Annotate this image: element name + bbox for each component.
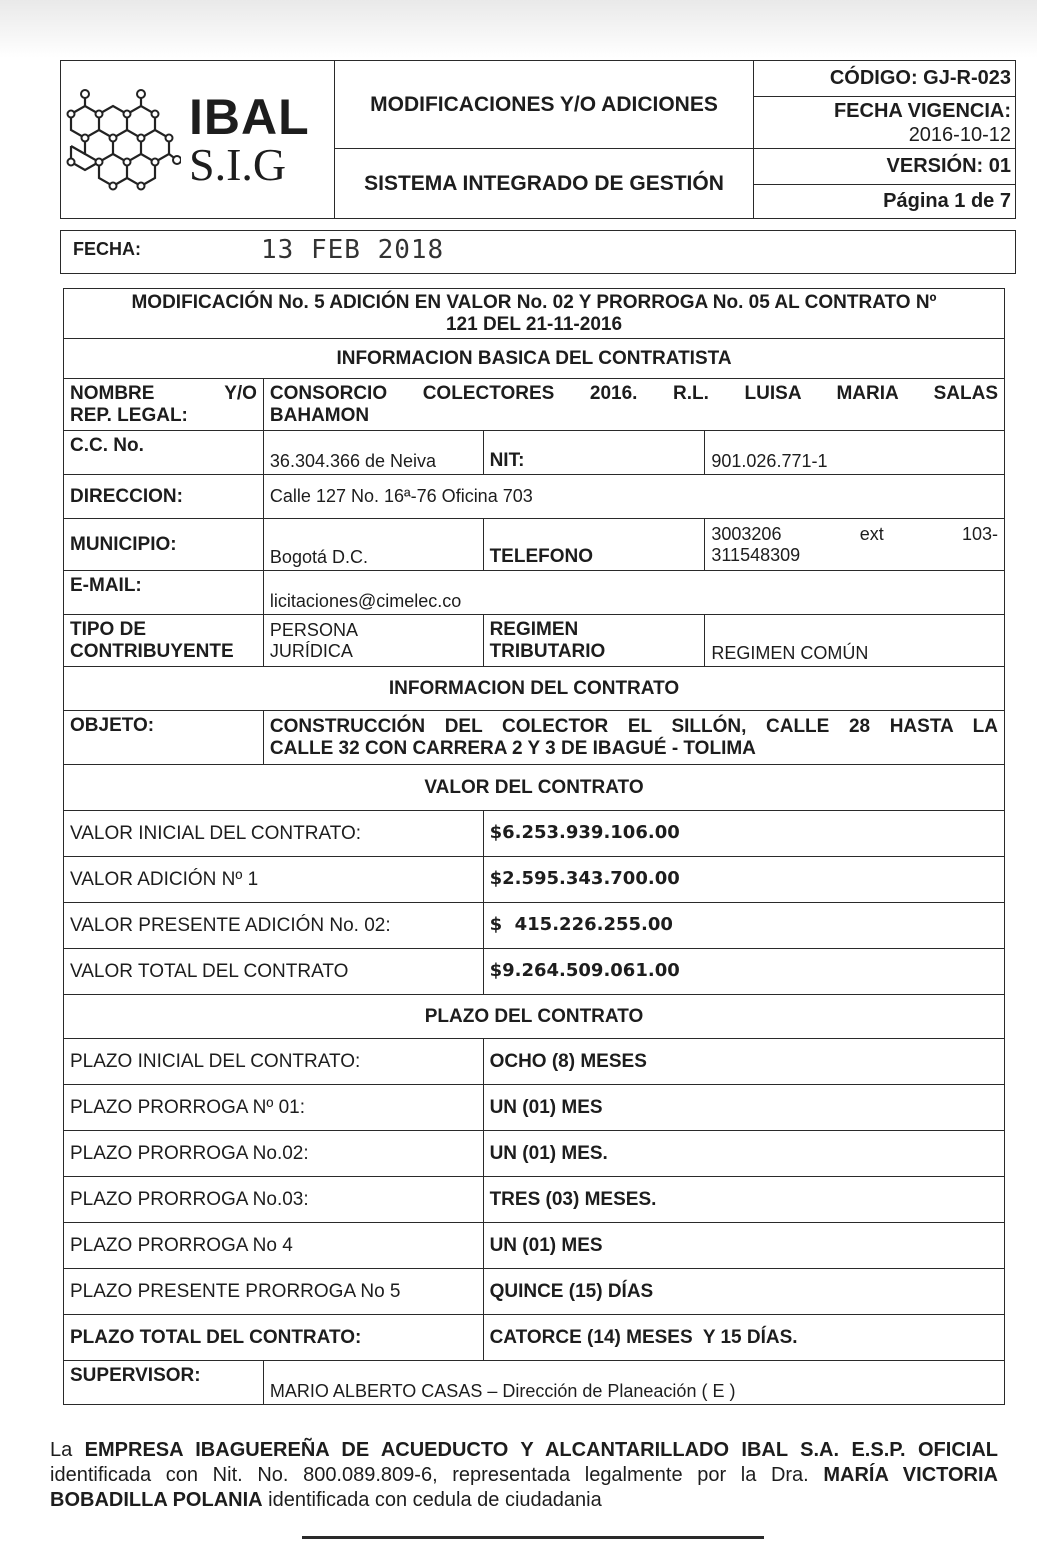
nombre-value: CONSORCIO COLECTORES 2016. R.L. LUISA MARIA SALAS BAHAMON [263, 379, 1004, 431]
email-value: licitaciones@cimelec.co [263, 571, 1004, 615]
plazo-value: UN (01) MES [483, 1085, 1004, 1131]
logo-brand: IBAL [189, 88, 310, 145]
cc-label: C.C. No. [64, 431, 264, 475]
nit-value: 901.026.771-1 [705, 431, 1005, 475]
plazo-total-value: CATORCE (14) MESES Y 15 DÍAS. [483, 1315, 1004, 1361]
section-plazo: PLAZO DEL CONTRATO [64, 995, 1005, 1039]
fecha-vigencia [754, 97, 1016, 149]
plazo-label: PLAZO PRORROGA Nº 01: [64, 1085, 484, 1131]
plazo-label: PLAZO INICIAL DEL CONTRATO: [64, 1039, 484, 1085]
tipo-value: PERSONA JURÍDICA [263, 615, 483, 667]
direccion-label: DIRECCION: [64, 475, 264, 519]
valor-label: VALOR PRESENTE ADICIÓN No. 02: [64, 903, 484, 949]
valor-label: VALOR TOTAL DEL CONTRATO [64, 949, 484, 995]
logo-cell [61, 61, 335, 219]
supervisor-value: MARIO ALBERTO CASAS – Dirección de Planeación ( E ) [263, 1361, 1004, 1405]
plazo-value: OCHO (8) MESES [483, 1039, 1004, 1085]
plazo-label: PLAZO PRORROGA No.03: [64, 1177, 484, 1223]
document-header [60, 60, 1016, 219]
valor-value: $ 415.226.255.00 [483, 903, 1004, 949]
footer-rule [302, 1536, 764, 1539]
valor-value: $2.595.343.700.00 [483, 857, 1004, 903]
objeto-label: OBJETO: [64, 711, 264, 765]
system-name: SISTEMA INTEGRADO DE GESTIÓN [335, 149, 754, 219]
direccion-value: Calle 127 No. 16ª-76 Oficina 703 [263, 475, 1004, 519]
plazo-value: TRES (03) MESES. [483, 1177, 1004, 1223]
contract-title-line1: MODIFICACIÓN No. 5 ADICIÓN EN VALOR No. 02 Y PRORROGA No. 05 AL CONTRATO Nº [131, 292, 937, 314]
fecha-label: FECHA: [73, 239, 141, 259]
valor-value: $6.253.939.106.00 [483, 811, 1004, 857]
plazo-label: PLAZO PRORROGA No.02: [64, 1131, 484, 1177]
version: VERSIÓN: 01 [754, 149, 1016, 185]
representative-name: MARÍA VICTORIA BOBADILLA POLANIA [50, 1464, 999, 1511]
supervisor-label: SUPERVISOR: [64, 1361, 264, 1405]
regimen-value: REGIMEN COMÚN [705, 615, 1005, 667]
tipo-label: TIPO DE CONTRIBUYENTE [64, 615, 264, 667]
molecule-logo-icon [65, 88, 181, 192]
pagina: Página 1 de 7 [754, 185, 1016, 219]
plazo-total-label: PLAZO TOTAL DEL CONTRATO: [64, 1315, 484, 1361]
municipio-value: Bogotá D.C. [263, 519, 483, 571]
section-contratista: INFORMACION BASICA DEL CONTRATISTA [64, 339, 1005, 379]
valor-label: VALOR ADICIÓN Nº 1 [64, 857, 484, 903]
plazo-value: UN (01) MES. [483, 1131, 1004, 1177]
telefono-label: TELEFONO [483, 519, 705, 571]
plazo-label: PLAZO PRORROGA No 4 [64, 1223, 484, 1269]
plazo-value: QUINCE (15) DÍAS [483, 1269, 1004, 1315]
email-label: E-MAIL: [64, 571, 264, 615]
section-contrato: INFORMACION DEL CONTRATO [64, 667, 1005, 711]
intro-paragraph: La EMPRESA IBAGUEREÑA DE ACUEDUCTO Y ALCANTARILLADO IBAL S.A. E.S.P. OFICIAL identificada con Nit. No. 800.089.809-6, representada legalmente por la Dra. MARÍA VICTORIA BOBADILLA POLANIA identificada con cedula de ciudadania [50, 1439, 999, 1511]
nombre-label: NOMBRE Y/O REP. LEGAL: [64, 379, 264, 431]
valor-value: $9.264.509.061.00 [483, 949, 1004, 995]
fecha-vigencia-label: FECHA VIGENCIA: [833, 99, 1011, 122]
fecha-vigencia-value: 2016-10-12 [908, 123, 1011, 146]
valor-label: VALOR INICIAL DEL CONTRATO: [64, 811, 484, 857]
scan-top-shade [0, 0, 1037, 58]
regimen-label: REGIMEN TRIBUTARIO [483, 615, 705, 667]
section-valor: VALOR DEL CONTRATO [64, 765, 1005, 811]
company-name: EMPRESA IBAGUEREÑA DE ACUEDUCTO Y ALCANTARILLADO IBAL S.A. E.S.P. OFICIAL [84, 1439, 998, 1461]
fecha-box [60, 230, 1016, 274]
plazo-label: PLAZO PRESENTE PRORROGA No 5 [64, 1269, 484, 1315]
cc-value: 36.304.366 de Neiva [263, 431, 483, 475]
logo-sub: S.I.G [189, 138, 287, 190]
codigo: CÓDIGO: GJ-R-023 [754, 61, 1016, 97]
nit-label: NIT: [483, 431, 705, 475]
fecha-stamp: 13 FEB 2018 [261, 235, 445, 265]
contract-table [63, 288, 1005, 1405]
contract-title [64, 289, 1005, 339]
telefono-value: 3003206 ext 103- 311548309 [705, 519, 1005, 571]
plazo-value: UN (01) MES [483, 1223, 1004, 1269]
objeto-value: CONSTRUCCIÓN DEL COLECTOR EL SILLÓN, CALLE 28 HASTA LA CALLE 32 CON CARRERA 2 Y 3 DE IBAGUÉ - TOLIMA [263, 711, 1004, 765]
contract-title-line2: 121 DEL 21-11-2016 [445, 313, 623, 335]
municipio-label: MUNICIPIO: [64, 519, 264, 571]
form-title: MODIFICACIONES Y/O ADICIONES [335, 61, 754, 149]
